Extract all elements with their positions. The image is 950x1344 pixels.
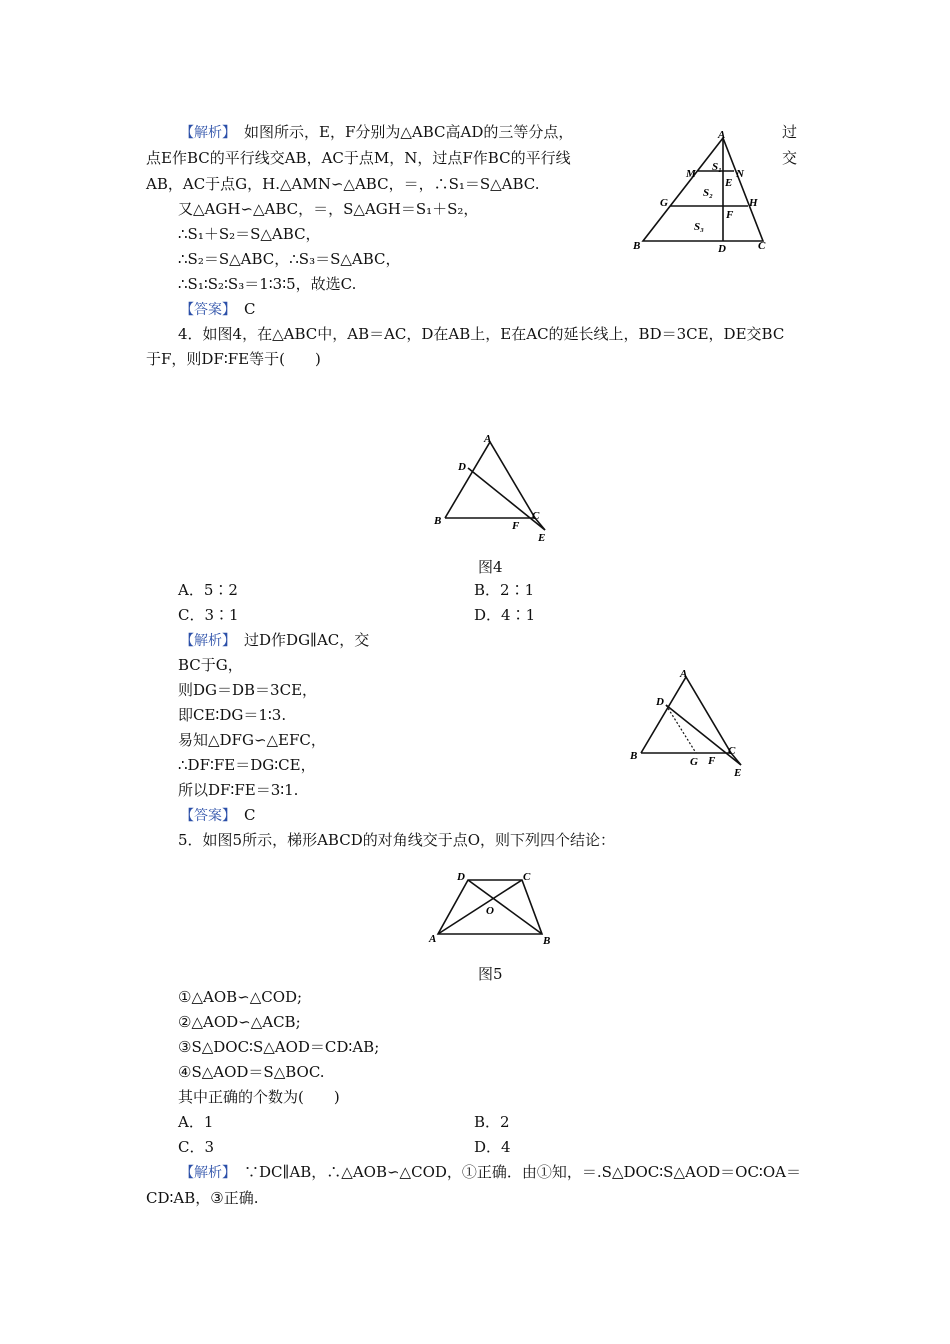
q4-caption: 图4 xyxy=(478,558,503,576)
q3-analysis-line-6: ∴S₂＝S△ABC，∴S₃＝S△ABC， xyxy=(178,250,401,268)
q3-analysis-line-5: ∴S₁＋S₂＝S△ABC， xyxy=(178,225,321,243)
label-D: D xyxy=(458,461,466,473)
q5-statement-4: ④S△AOD＝S△BOC. xyxy=(178,1063,325,1081)
label-C: C xyxy=(523,871,531,883)
q5-statement-3: ③S△DOC∶S△AOD＝CD∶AB; xyxy=(178,1038,380,1056)
label-C: C xyxy=(532,510,540,522)
q5-option-a: A．1 xyxy=(178,1113,214,1131)
q4-stem-line-1: 4．如图4，在△ABC中，AB＝AC，D在AB上，E在AC的延长线上，BD＝3CE，DE交BC xyxy=(178,325,785,343)
q5-stem: 5．如图5所示，梯形ABCD的对角线交于点O，则下列四个结论： xyxy=(178,831,616,849)
label-D: D xyxy=(656,696,664,708)
q3-right-word-2: 交 xyxy=(782,149,798,167)
q5-analysis-text-1: ∵DC∥AB，∴△AOB∽△COD，①正确．由①知，＝.S△DOC∶S△AOD＝OC∶OA＝ xyxy=(244,1163,801,1181)
label-F: F xyxy=(726,209,734,221)
q5-statement-1: ①△AOB∽△COD; xyxy=(178,988,303,1006)
answer-tag: 【答案】 xyxy=(180,302,229,318)
q3-analysis-line-4: 又△AGH∽△ABC，＝，S△AGH＝S₁＋S₂， xyxy=(178,200,479,218)
label-E: E xyxy=(538,532,546,544)
q4-stem-line-2: 于F，则DF∶FE等于( ) xyxy=(146,350,321,368)
analysis-tag: 【解析】 xyxy=(180,125,229,141)
q4-analysis-line-5: 易知△DFG∽△EFC， xyxy=(178,731,326,749)
q5-trapezoid-figure xyxy=(424,868,559,950)
q3-right-word-1: 过 xyxy=(782,123,798,141)
q3-analysis-line-1 xyxy=(180,122,573,143)
label-H: H xyxy=(749,197,758,209)
q5-option-b: B．2 xyxy=(474,1113,510,1131)
label-C: C xyxy=(728,745,736,757)
label-G: G xyxy=(660,197,668,209)
q4-analysis-text-1: 过D作DG∥AC，交 xyxy=(244,631,370,649)
q5-analysis-line-2: CD∶AB，③正确. xyxy=(146,1189,259,1207)
q3-triangle-figure xyxy=(628,126,778,256)
label-C: C xyxy=(758,240,766,252)
q4-answer xyxy=(180,805,256,826)
answer-value: C xyxy=(244,806,256,824)
q5-option-d: D．4 xyxy=(474,1138,511,1156)
q4-analysis-line-3: 则DG＝DB＝3CE， xyxy=(178,681,318,699)
q4-analysis-line-1 xyxy=(180,630,369,651)
q3-text-1: 如图所示，E，F分别为△ABC高AD的三等分点， xyxy=(244,123,574,141)
label-E: E xyxy=(734,767,742,779)
q3-answer xyxy=(180,299,256,320)
q4-analysis-line-2: BC于G， xyxy=(178,656,243,674)
q4-solution-figure xyxy=(626,665,756,780)
label-A: A xyxy=(484,433,492,445)
q3-analysis-line-7: ∴S₁∶S₂∶S₃＝1∶3∶5，故选C. xyxy=(178,275,357,293)
q4-option-a: A．5∶2 xyxy=(178,581,238,599)
analysis-tag: 【解析】 xyxy=(180,633,229,649)
label-D: D xyxy=(718,243,726,255)
answer-value: C xyxy=(244,300,256,318)
q4-analysis-line-4: 即CE∶DG＝1∶3. xyxy=(178,706,287,724)
q4-option-b: B．2∶1 xyxy=(474,581,535,599)
label-F: F xyxy=(512,520,520,532)
q4-option-c: C．3∶1 xyxy=(178,606,239,624)
q4-option-d: D．4∶1 xyxy=(474,606,536,624)
label-G: G xyxy=(690,756,698,768)
label-S2: S₂ xyxy=(703,187,713,199)
q3-analysis-line-3: AB，AC于点G，H.△AMN∽△ABC，＝，∴S₁＝S△ABC. xyxy=(146,175,540,193)
label-D: D xyxy=(457,871,465,883)
label-N: N xyxy=(736,168,744,180)
label-M: M xyxy=(686,168,696,180)
label-A: A xyxy=(718,129,726,141)
q5-question: 其中正确的个数为( ) xyxy=(178,1088,340,1106)
q5-caption: 图5 xyxy=(478,965,503,983)
label-A: A xyxy=(680,668,688,680)
q4-analysis-line-7: 所以DF∶FE＝3∶1. xyxy=(178,781,299,799)
label-F: F xyxy=(708,755,716,767)
label-A: A xyxy=(429,933,437,945)
label-B: B xyxy=(630,750,638,762)
q5-option-c: C．3 xyxy=(178,1138,215,1156)
label-B: B xyxy=(543,935,551,947)
q4-analysis-line-6: ∴DF∶FE＝DG∶CE， xyxy=(178,756,316,774)
q5-statement-2: ②△AOD∽△ACB; xyxy=(178,1013,301,1031)
label-B: B xyxy=(633,240,641,252)
analysis-tag: 【解析】 xyxy=(180,1165,229,1181)
q5-analysis-line-1 xyxy=(180,1162,801,1183)
label-B: B xyxy=(434,515,442,527)
label-E: E xyxy=(725,177,733,189)
answer-tag: 【答案】 xyxy=(180,808,229,824)
label-S3: S₃ xyxy=(694,221,704,233)
label-O: O xyxy=(486,905,494,917)
q4-triangle-figure xyxy=(430,430,560,545)
label-S1: S₁ xyxy=(712,161,722,173)
q3-analysis-line-2: 点E作BC的平行线交AB，AC于点M，N，过点F作BC的平行线 xyxy=(146,149,571,167)
